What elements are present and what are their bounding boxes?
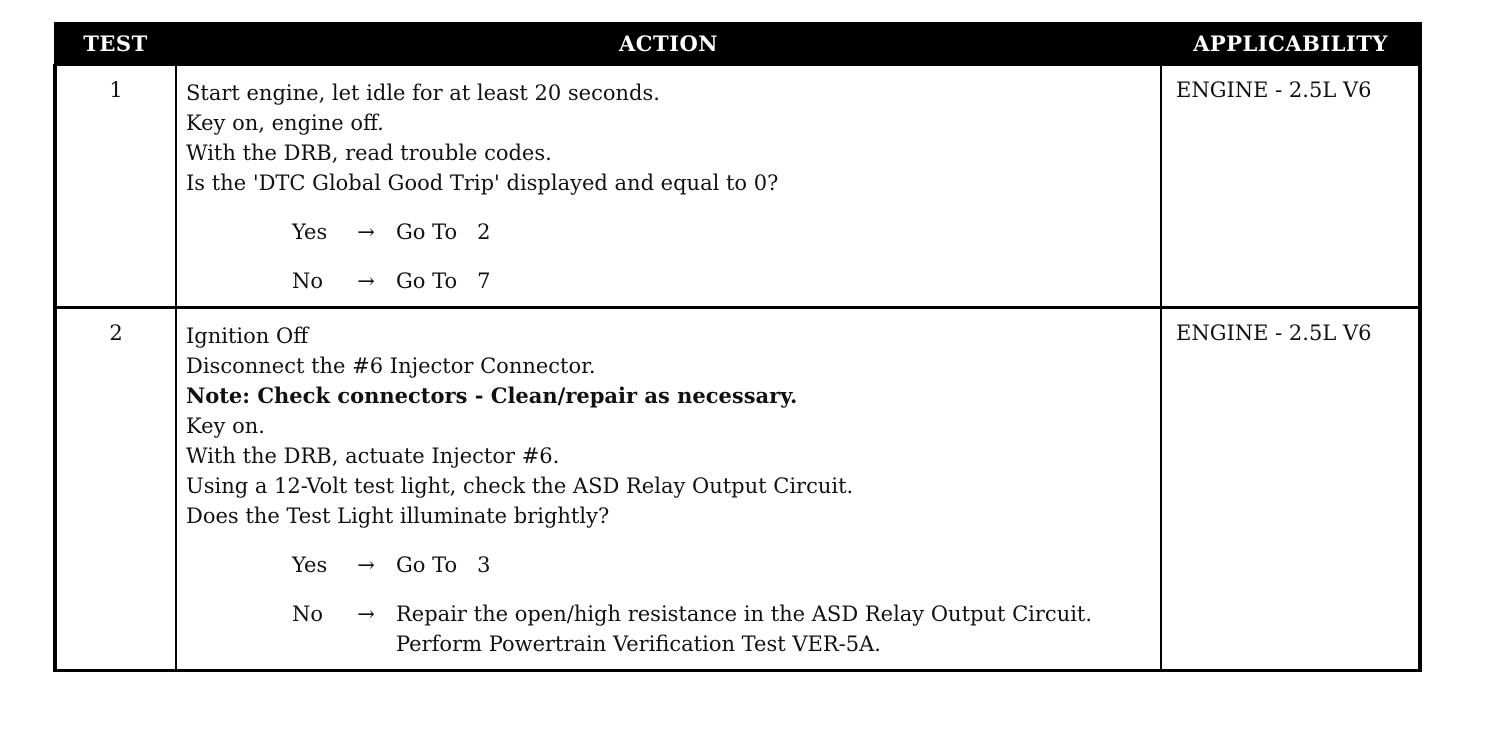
no-branch: [292, 266, 1152, 296]
branch-list: [186, 217, 1152, 296]
yes-label: Yes: [292, 553, 328, 577]
right-arrow-icon: →: [357, 602, 375, 626]
applicability-value: ENGINE - 2.5L V6: [1161, 65, 1420, 308]
no-result: Repair the open/high resistance in the ASD Relay Output Circuit.: [396, 602, 1093, 626]
action-cell: [176, 65, 1161, 308]
right-arrow-icon: →: [357, 220, 375, 244]
action-line: Ignition Off: [186, 324, 309, 348]
branch-list: [186, 550, 1152, 659]
right-arrow-icon: →: [357, 553, 375, 577]
action-line: Does the Test Light illuminate brightly?: [186, 504, 610, 528]
right-arrow-icon: →: [357, 269, 375, 293]
action-line: Key on, engine off.: [186, 111, 384, 135]
diagnostic-test-table: [53, 22, 1422, 672]
test-number: 1: [55, 65, 176, 308]
table-header-row: [55, 22, 1420, 65]
header-applicability: APPLICABILITY: [1161, 22, 1420, 65]
no-result-continued: Perform Powertrain Verification Test VER-5A.: [396, 632, 881, 656]
diagnostic-table-container: [53, 22, 1418, 672]
action-line: Disconnect the #6 Injector Connector.: [186, 354, 596, 378]
action-line: Is the 'DTC Global Good Trip' displayed and equal to 0?: [186, 171, 779, 195]
yes-label: Yes: [292, 220, 328, 244]
no-result-block: [396, 599, 1092, 659]
action-line: With the DRB, read trouble codes.: [186, 141, 552, 165]
header-action: ACTION: [176, 22, 1161, 65]
no-label: No: [292, 602, 324, 626]
action-line: With the DRB, actuate Injector #6.: [186, 444, 560, 468]
header-test: TEST: [55, 22, 176, 65]
yes-result: Go To 2: [396, 220, 491, 244]
yes-branch: [292, 217, 1152, 247]
yes-branch: [292, 550, 1152, 580]
action-line: Using a 12-Volt test light, check the ASD Relay Output Circuit.: [186, 474, 854, 498]
no-result: Go To 7: [396, 269, 491, 293]
table-row: [55, 65, 1420, 308]
note-line: Note: Check connectors - Clean/repair as necessary.: [186, 383, 798, 408]
action-line: Start engine, let idle for at least 20 seconds.: [186, 81, 660, 105]
action-cell: [176, 308, 1161, 671]
no-branch: [292, 599, 1152, 659]
test-number: 2: [55, 308, 176, 671]
applicability-value: ENGINE - 2.5L V6: [1161, 308, 1420, 671]
no-label: No: [292, 269, 324, 293]
table-row: [55, 308, 1420, 671]
yes-result: Go To 3: [396, 553, 491, 577]
action-line: Key on.: [186, 414, 265, 438]
